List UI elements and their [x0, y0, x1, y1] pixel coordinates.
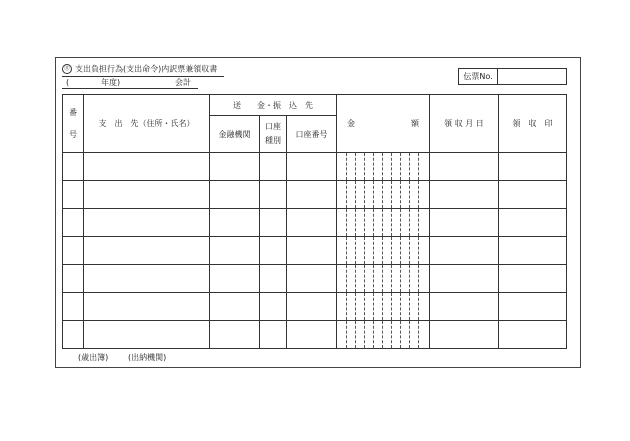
digit-divider	[418, 237, 419, 264]
cell-receipt-seal[interactable]	[499, 153, 567, 181]
digit-divider	[346, 153, 347, 180]
cell-payee[interactable]	[84, 237, 210, 265]
table-row	[63, 237, 567, 265]
digit-divider	[373, 181, 374, 208]
digit-divider	[409, 153, 410, 180]
title-number-badge: ⑪	[63, 65, 70, 72]
cell-bank[interactable]	[210, 293, 260, 321]
cell-account-type[interactable]	[260, 293, 287, 321]
cell-receipt-date[interactable]	[430, 209, 499, 237]
cell-account-number[interactable]	[287, 181, 337, 209]
digit-divider	[373, 293, 374, 320]
cell-bank[interactable]	[210, 237, 260, 265]
cell-payee[interactable]	[84, 265, 210, 293]
digit-divider	[382, 265, 383, 292]
digit-divider	[382, 293, 383, 320]
digit-divider	[382, 153, 383, 180]
cell-account-number[interactable]	[287, 293, 337, 321]
footer-expenditure-ledger: (歳出簿)	[78, 353, 109, 362]
cell-receipt-date[interactable]	[430, 181, 499, 209]
cell-account-number[interactable]	[287, 153, 337, 181]
header-account-type: 口座 種別	[260, 116, 287, 153]
cell-account-type[interactable]	[260, 209, 287, 237]
digit-divider	[346, 321, 347, 348]
cell-bank[interactable]	[210, 321, 260, 349]
digit-divider	[391, 237, 392, 264]
cell-bank[interactable]	[210, 153, 260, 181]
header-remit-group: 送 金・振 込 先	[210, 95, 337, 116]
digit-divider	[355, 293, 356, 320]
digit-divider	[409, 209, 410, 236]
digit-divider	[364, 209, 365, 236]
voucher-number-field[interactable]	[498, 69, 566, 84]
cell-amount[interactable]	[337, 265, 430, 293]
cell-payee[interactable]	[84, 153, 210, 181]
cell-amount[interactable]	[337, 209, 430, 237]
header-account-number: 口座番号	[287, 116, 337, 153]
table-row	[63, 265, 567, 293]
cell-amount[interactable]	[337, 237, 430, 265]
cell-payee[interactable]	[84, 209, 210, 237]
cell-number[interactable]	[63, 153, 84, 181]
digit-divider	[418, 181, 419, 208]
digit-divider	[391, 321, 392, 348]
digit-divider	[355, 265, 356, 292]
digit-divider	[391, 209, 392, 236]
digit-divider	[382, 237, 383, 264]
fiscal-paren: (	[66, 78, 70, 87]
cell-account-type[interactable]	[260, 153, 287, 181]
cell-bank[interactable]	[210, 209, 260, 237]
digit-divider	[391, 265, 392, 292]
title-text: 支出負担行為(支出命令)内訳票兼領収書	[75, 64, 218, 74]
cell-amount[interactable]	[337, 321, 430, 349]
table-row	[63, 153, 567, 181]
fiscal-year-label: 年度)	[101, 78, 121, 87]
header-amount: 金 額	[337, 95, 430, 153]
digit-divider	[364, 293, 365, 320]
digit-divider	[391, 181, 392, 208]
digit-divider	[364, 237, 365, 264]
cell-number[interactable]	[63, 293, 84, 321]
digit-divider	[364, 321, 365, 348]
digit-divider	[400, 153, 401, 180]
cell-amount[interactable]	[337, 153, 430, 181]
digit-divider	[373, 265, 374, 292]
digit-divider	[409, 237, 410, 264]
cell-receipt-seal[interactable]	[499, 265, 567, 293]
cell-number[interactable]	[63, 265, 84, 293]
digit-divider	[364, 153, 365, 180]
header-bank: 金融機関	[210, 116, 260, 153]
table-row	[63, 321, 567, 349]
digit-divider	[400, 237, 401, 264]
header-receipt-seal: 領 収 印	[499, 95, 567, 153]
digit-divider	[346, 293, 347, 320]
cell-payee[interactable]	[84, 321, 210, 349]
table-row	[63, 209, 567, 237]
digit-divider	[382, 321, 383, 348]
header-number: 番 号	[63, 95, 84, 153]
digit-divider	[418, 153, 419, 180]
cell-account-number[interactable]	[287, 321, 337, 349]
digit-divider	[418, 209, 419, 236]
digit-divider	[364, 181, 365, 208]
digit-divider	[373, 209, 374, 236]
table-row	[63, 181, 567, 209]
digit-divider	[355, 237, 356, 264]
cell-receipt-date[interactable]	[430, 293, 499, 321]
cell-receipt-date[interactable]	[430, 153, 499, 181]
digit-divider	[355, 321, 356, 348]
cell-receipt-seal[interactable]	[499, 293, 567, 321]
digit-divider	[346, 265, 347, 292]
digit-divider	[346, 209, 347, 236]
cell-amount[interactable]	[337, 293, 430, 321]
digit-divider	[400, 181, 401, 208]
digit-divider	[400, 265, 401, 292]
cell-receipt-seal[interactable]	[499, 321, 567, 349]
digit-divider	[409, 293, 410, 320]
digit-divider	[346, 237, 347, 264]
breakdown-table	[62, 94, 567, 349]
digit-divider	[364, 265, 365, 292]
cell-account-type[interactable]	[260, 321, 287, 349]
digit-divider	[373, 237, 374, 264]
cell-account-type[interactable]	[260, 181, 287, 209]
cell-bank[interactable]	[210, 265, 260, 293]
digit-divider	[382, 209, 383, 236]
cell-receipt-date[interactable]	[430, 265, 499, 293]
digit-divider	[418, 293, 419, 320]
digit-divider	[409, 181, 410, 208]
digit-divider	[409, 265, 410, 292]
cell-bank[interactable]	[210, 181, 260, 209]
digit-divider	[418, 321, 419, 348]
digit-divider	[400, 321, 401, 348]
cell-payee[interactable]	[84, 181, 210, 209]
digit-divider	[382, 181, 383, 208]
cell-receipt-seal[interactable]	[499, 209, 567, 237]
digit-divider	[400, 293, 401, 320]
digit-divider	[391, 293, 392, 320]
cell-payee[interactable]	[84, 293, 210, 321]
footer-disbursing-agency: (出納機関)	[128, 353, 167, 362]
cell-number[interactable]	[63, 237, 84, 265]
digit-divider	[409, 321, 410, 348]
header-payee: 支 出 先（住所・氏名）	[84, 95, 210, 153]
cell-number[interactable]	[63, 321, 84, 349]
cell-receipt-date[interactable]	[430, 237, 499, 265]
table-row	[63, 293, 567, 321]
cell-number[interactable]	[63, 209, 84, 237]
voucher-number-box	[458, 68, 567, 85]
fiscal-underline	[62, 88, 198, 89]
cell-receipt-date[interactable]	[430, 321, 499, 349]
cell-account-type[interactable]	[260, 237, 287, 265]
title-underline	[62, 76, 224, 77]
digit-divider	[373, 153, 374, 180]
digit-divider	[418, 265, 419, 292]
digit-divider	[355, 153, 356, 180]
header-receipt-date: 領 収 月 日	[430, 95, 499, 153]
form-title	[62, 64, 217, 75]
cell-receipt-seal[interactable]	[499, 237, 567, 265]
cell-account-type[interactable]	[260, 265, 287, 293]
cell-account-number[interactable]	[287, 265, 337, 293]
digit-divider	[355, 181, 356, 208]
cell-account-number[interactable]	[287, 237, 337, 265]
digit-divider	[373, 321, 374, 348]
cell-account-number[interactable]	[287, 209, 337, 237]
digit-divider	[391, 153, 392, 180]
digit-divider	[346, 181, 347, 208]
cell-receipt-seal[interactable]	[499, 181, 567, 209]
account-label: 会計	[175, 78, 191, 87]
cell-amount[interactable]	[337, 181, 430, 209]
digit-divider	[400, 209, 401, 236]
digit-divider	[355, 209, 356, 236]
voucher-number-label: 伝票No.	[459, 69, 498, 84]
cell-number[interactable]	[63, 181, 84, 209]
